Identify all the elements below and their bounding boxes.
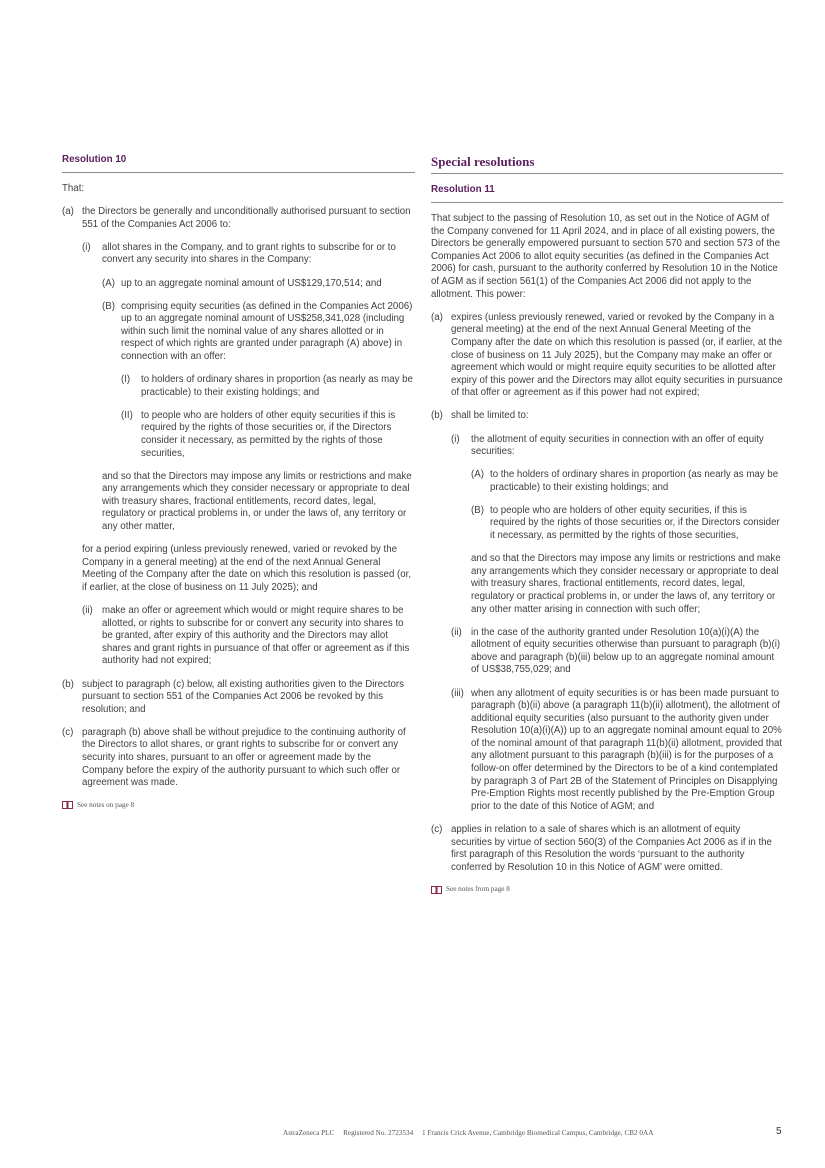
left-column	[62, 154, 415, 811]
page-footer	[283, 1128, 783, 1138]
clause-c	[431, 824, 783, 874]
clause-a-i-B-I	[121, 374, 415, 399]
resolution-11-heading: Resolution 11	[431, 184, 783, 203]
clause-label: (iii)	[451, 687, 464, 699]
resolution-10-heading: Resolution 10	[62, 154, 415, 173]
open-book-icon	[62, 801, 73, 809]
clause-b-iii	[451, 688, 783, 814]
clause-b-i-A	[471, 469, 783, 494]
clause-text: comprising equity securities (as defined in the Companies Act 2006) up to an aggregate nominal amount of US$258,341,028 (including within such limit the nominal value of any shares allotted or in respect of which rights are granted under paragraph (A) above) in connection with an offer:	[121, 300, 413, 363]
clause-label: (a)	[431, 311, 443, 323]
clause-a-i-B-tail: and so that the Directors may impose any limits or restrictions and make any arrangements which they consider necessary or appropriate to deal with treasury shares, fractional entitlements, record dates, legal, regulatory or practical problems in, or under the laws of, any territory or any other matter,	[102, 470, 412, 533]
clause-a-i-B	[102, 301, 415, 461]
notes-reference-text: See notes from page 8	[446, 885, 510, 894]
clause-b-i	[451, 434, 783, 617]
clause-label: (b)	[62, 678, 74, 690]
clause-text: to people who are holders of other equity securities, if this is required by the rights of those securities or, if the Directors consider it necessary, as permitted by the rights of those securities,	[490, 504, 780, 542]
clause-label: (A)	[102, 277, 115, 289]
clause-a-i-tail: for a period expiring (unless previously renewed, varied or revoked by the Company in a general meeting) at the end of the next Annual General Meeting of the Company after the date on which this resolution is passed (or, if earlier, at the close of business on 11 July 2025); and	[82, 544, 412, 593]
clause-text: applies in relation to a sale of shares which is an allotment of equity securities by virtue of section 560(3) of the Companies Act 2006 as if in the first paragraph of this Resolution the words ‘pursuant to the authority conferred by Resolution 10 in this Notice of AGM’ were omitted.	[451, 823, 772, 873]
section-title: Special resolutions	[431, 154, 783, 174]
clause-label: (A)	[471, 469, 484, 481]
notes-reference[interactable]	[431, 883, 783, 896]
clause-b-i-B	[471, 505, 783, 543]
page-number: 5	[776, 1126, 782, 1137]
clause-b-ii	[451, 627, 783, 677]
resolution-11-intro: That subject to the passing of Resolution 10, as set out in the Notice of AGM of the Company convened for 11 April 2024, and in place of all existing powers, the Directors be generally empowered pursuant to section 570 and section 573 of the Companies Act 2006 to allot equity securities (as defined in the Companies Act 2006) for cash, pursuant to the authority conferred by Resolution 10 in the Notice of AGM as if section 561(1) of the Companies Act 2006 did not apply to the allotment. This power:	[431, 213, 780, 300]
clause-text: the allotment of equity securities in connection with an offer of equity securities:	[471, 433, 764, 458]
footer-address: 1 Francis Crick Avenue, Cambridge Biomedical Campus, Cambridge, CB2 0AA	[421, 1129, 654, 1137]
clause-label: (a)	[62, 206, 74, 218]
clause-label: (c)	[431, 823, 443, 835]
right-column	[431, 154, 783, 896]
clause-label: (b)	[431, 410, 443, 422]
clause-a	[431, 312, 783, 400]
clause-label: (ii)	[82, 605, 93, 617]
clause-a-i	[82, 242, 415, 534]
clause-b	[62, 679, 415, 717]
clause-text: make an offer or agreement which would or might require shares to be allotted, or rights to subscribe for or convert any security into shares to be granted, after expiry of this authority and the Directors may allot shares and grant rights in pursuance of that offer or agreement as if this authority had not expired;	[102, 605, 410, 667]
clause-c	[62, 727, 415, 790]
resolution-10-intro: That:	[62, 183, 85, 195]
footer-company: AstraZeneca PLC	[283, 1129, 335, 1137]
clause-text: the Directors be generally and unconditionally authorised pursuant to section 551 of the Companies Act 2006 to:	[82, 206, 411, 230]
clause-text: in the case of the authority granted under Resolution 10(a)(i)(A) the allotment of equity securities otherwise than pursuant to paragraph (b)(i) above and paragraph (b)(iii) below up to an aggregate nominal amount of US$38,755,029; and	[471, 626, 781, 676]
clause-text: paragraph (b) above shall be without prejudice to the continuing authority of the Directors to allot shares, or grant rights to subscribe for or convert any security into shares, pursuant to an offer or agreement made by the Company before the expiry of the authority pursuant to which such offer or agreement was made.	[82, 726, 406, 789]
clause-label: (B)	[471, 504, 484, 516]
clause-text: shall be limited to:	[451, 410, 529, 422]
notes-reference-text: See notes on page 8	[77, 800, 135, 809]
clause-text: to holders of ordinary shares in proportion (as nearly as may be practicable) to their existing holdings; and	[141, 374, 413, 398]
clause-text: to people who are holders of other equity securities if this is required by the rights of those securities or, if the Directors consider it necessary, as permitted by the rights of those securities,	[141, 409, 396, 459]
clause-text: up to an aggregate nominal amount of US$129,170,514; and	[121, 277, 382, 289]
clause-b	[431, 410, 783, 813]
clause-label: (i)	[451, 433, 460, 445]
clause-label: (I)	[121, 374, 131, 386]
clause-text: subject to paragraph (c) below, all existing authorities given to the Directors pursuant to section 551 of the Companies Act 2006 be revoked by this resolution; and	[82, 678, 405, 715]
clause-label: (II)	[121, 409, 133, 421]
clause-a-i-A	[102, 278, 415, 291]
clause-label: (ii)	[451, 626, 462, 638]
clause-label: (c)	[62, 726, 74, 738]
clause-a	[62, 206, 415, 668]
footer-registered-number: Registered No. 2723534	[343, 1129, 414, 1137]
clause-a-ii	[82, 605, 415, 668]
clause-label: (B)	[102, 300, 115, 312]
notes-reference[interactable]	[62, 799, 415, 812]
open-book-icon	[431, 886, 442, 894]
clause-label: (i)	[82, 241, 91, 253]
clause-text: when any allotment of equity securities is or has been made pursuant to paragraph (b)(ii) above (a paragraph 11(b)(ii) allotment), the allotment of additional equity securities (also pursuant to the authority given under Resolution 10(a)(i)(A)) up to an aggregate nominal amount equal to 20% of the nominal amount of that paragraph 11(b)(ii) allotment, provided that any allotment pursuant to this paragraph (b)(iii) is for the purposes of a follow-on offer determined by the Directors to be of a kind contemplated by paragraph 3 of Part 2B of the Statement of Principles on Disapplying Pre-Emption Rights most recently published by the Pre-Emption Group prior to the date of this Notice of AGM; and	[471, 687, 783, 812]
clause-text: to the holders of ordinary shares in proportion (as nearly as may be practicable) to their existing holdings; and	[490, 469, 779, 493]
clause-a-i-B-II	[121, 410, 415, 460]
clause-text: expires (unless previously renewed, varied or revoked by the Company in a general meeting) at the end of the next Annual General Meeting of the Company after the date on which this resolution is passed (or, if earlier, at the close of business on 11 July 2025), but the Company may make an offer or agreement which would or might require equity securities to be allotted after expiry of this power and the Directors may allot equity securities in pursuance of that offer or agreement as if this power had not expired;	[451, 311, 783, 399]
clause-b-i-tail: and so that the Directors may impose any limits or restrictions and make any arrangements which they consider necessary or appropriate to deal with treasury shares, fractional entitlements, record dates, legal, regulatory or practical problems in, or under the laws of, any territory or any other matter arising in connection with such offer;	[471, 553, 781, 615]
clause-text: allot shares in the Company, and to grant rights to subscribe for or to convert any security into shares in the Company:	[102, 241, 396, 266]
